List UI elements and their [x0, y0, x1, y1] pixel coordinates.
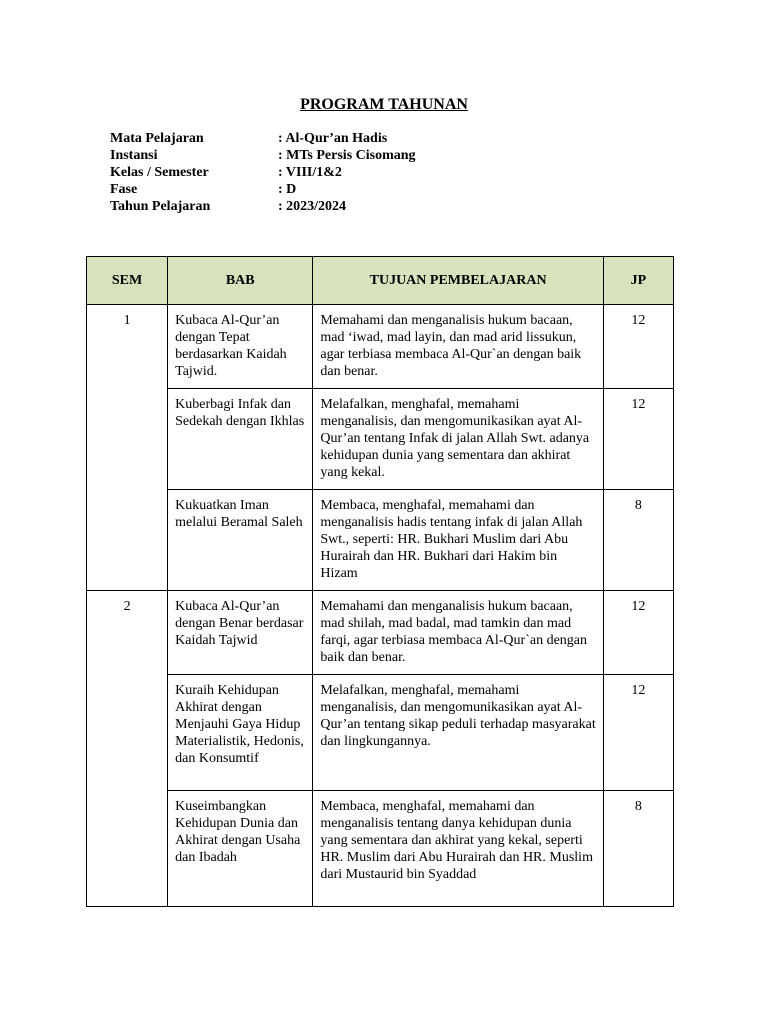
- info-label: Tahun Pelajaran: [110, 199, 211, 214]
- chapter-title: Kuberbagi Infak dan Sedekah dengan Ikhlas: [168, 389, 313, 490]
- header-jp: JP: [603, 257, 673, 305]
- lesson-hours: 8: [603, 791, 673, 907]
- lesson-hours: 12: [603, 389, 673, 490]
- header-bab: BAB: [168, 257, 313, 305]
- info-label: Fase: [110, 182, 138, 197]
- table-row: [87, 791, 674, 907]
- info-value: : Al-Qur’an Hadis: [278, 131, 388, 146]
- info-value: : 2023/2024: [278, 199, 347, 214]
- chapter-title: Kuraih Kehidupan Akhirat dengan Menjauhi Gaya Hidup Materialistik, Hedonis, dan Konsumtif: [168, 675, 313, 791]
- lesson-hours: 12: [603, 675, 673, 791]
- info-label: Instansi: [110, 148, 158, 163]
- info-row-subject: [110, 130, 416, 147]
- learning-objective: Memahami dan menganalisis hukum bacaan, mad ‘iwad, mad layin, dan mad arid lissukun, agar terbiasa membaca Al-Qur`an dengan baik dan benar.: [313, 305, 603, 389]
- course-info: [110, 130, 416, 215]
- table-header-row: [87, 257, 674, 305]
- learning-objective: Melafalkan, menghafal, memahami menganalisis, dan mengomunikasikan ayat Al-Qur’an tentang Infak di jalan Allah Swt. adanya kehidupan dunia yang sementara dan akhirat yang kekal.: [313, 389, 603, 490]
- header-sem: SEM: [87, 257, 168, 305]
- lesson-hours: 12: [603, 305, 673, 389]
- learning-objective: Membaca, menghafal, memahami dan menganalisis hadis tentang infak di jalan Allah Swt., seperti: HR. Bukhari Muslim dari Abu Hurairah dan HR. Bukhari dari Hakim bin Hizam: [313, 490, 603, 591]
- table-row: [87, 675, 674, 791]
- info-row-institution: [110, 147, 416, 164]
- info-row-class-semester: [110, 164, 416, 181]
- info-value: : D: [278, 182, 297, 197]
- lesson-hours: 8: [603, 490, 673, 591]
- table-row: [87, 490, 674, 591]
- semester-number: 2: [87, 591, 168, 907]
- info-label: Kelas / Semester: [110, 165, 209, 180]
- info-value: : VIII/1&2: [278, 165, 342, 180]
- info-label: Mata Pelajaran: [110, 131, 204, 146]
- annual-program-table: [86, 256, 674, 907]
- learning-objective: Membaca, menghafal, memahami dan menganalisis tentang danya kehidupan dunia yang sementara dan akhirat yang kekal, seperti HR. Muslim dari Abu Hurairah dan HR. Muslim dari Mustaurid bin Syaddad: [313, 791, 603, 907]
- lesson-hours: 12: [603, 591, 673, 675]
- chapter-title: Kubaca Al-Qur’an dengan Tepat berdasarkan Kaidah Tajwid.: [168, 305, 313, 389]
- table-row: [87, 389, 674, 490]
- semester-number: 1: [87, 305, 168, 591]
- info-row-phase: [110, 181, 416, 198]
- chapter-title: Kukuatkan Iman melalui Beramal Saleh: [168, 490, 313, 591]
- table-row: [87, 305, 674, 389]
- learning-objective: Memahami dan menganalisis hukum bacaan, mad shilah, mad badal, mad tamkin dan mad farqi, agar terbiasa membaca Al-Qur`an dengan baik dan benar.: [313, 591, 603, 675]
- chapter-title: Kuseimbangkan Kehidupan Dunia dan Akhirat dengan Usaha dan Ibadah: [168, 791, 313, 907]
- document-title: PROGRAM TAHUNAN: [300, 96, 468, 113]
- learning-objective: Melafalkan, menghafal, memahami menganalisis, dan mengomunikasikan ayat Al-Qur’an tentang sikap peduli terhadap masyarakat dan lingkungannya.: [313, 675, 603, 791]
- info-value: : MTs Persis Cisomang: [278, 148, 416, 163]
- table-row: [87, 591, 674, 675]
- header-tujuan: TUJUAN PEMBELAJARAN: [313, 257, 603, 305]
- info-row-academic-year: [110, 198, 416, 215]
- chapter-title: Kubaca Al-Qur’an dengan Benar berdasar Kaidah Tajwid: [168, 591, 313, 675]
